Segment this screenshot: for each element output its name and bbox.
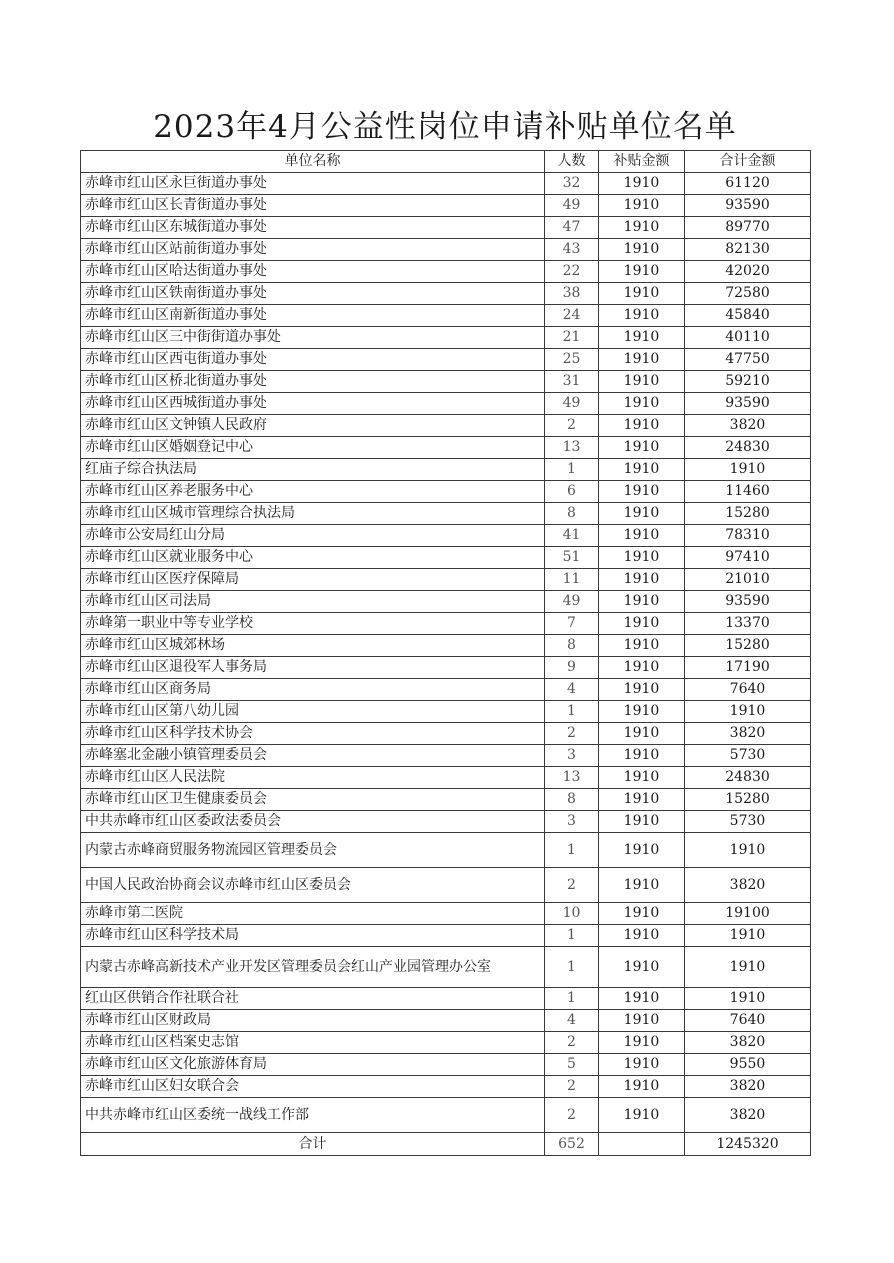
table-row xyxy=(81,547,811,569)
total-amount-cell: 93590 xyxy=(685,591,811,613)
total-amount-cell: 1910 xyxy=(685,988,811,1010)
total-amount-cell: 3820 xyxy=(685,1098,811,1133)
header-subsidy-amount: 补贴金额 xyxy=(599,151,685,173)
headcount-cell: 1 xyxy=(545,459,599,481)
subsidy-table xyxy=(80,150,811,1156)
table-body xyxy=(81,173,811,1133)
total-amount-cell: 89770 xyxy=(685,217,811,239)
subsidy-amount-cell: 1910 xyxy=(599,569,685,591)
headcount-cell: 8 xyxy=(545,503,599,525)
table-row xyxy=(81,947,811,988)
headcount-cell: 4 xyxy=(545,679,599,701)
unit-name-cell: 赤峰市红山区婚姻登记中心 xyxy=(81,437,545,459)
unit-name-cell: 赤峰市红山区文钟镇人民政府 xyxy=(81,415,545,437)
total-amount-cell: 15280 xyxy=(685,789,811,811)
table-row xyxy=(81,503,811,525)
total-amount-cell: 47750 xyxy=(685,349,811,371)
total-amount-cell: 45840 xyxy=(685,305,811,327)
total-amount-cell: 93590 xyxy=(685,393,811,415)
headcount-cell: 49 xyxy=(545,393,599,415)
table-row xyxy=(81,767,811,789)
subsidy-amount-cell: 1910 xyxy=(599,833,685,868)
headcount-cell: 2 xyxy=(545,868,599,903)
table-row xyxy=(81,217,811,239)
headcount-cell: 1 xyxy=(545,988,599,1010)
subsidy-amount-cell: 1910 xyxy=(599,868,685,903)
headcount-cell: 25 xyxy=(545,349,599,371)
headcount-cell: 47 xyxy=(545,217,599,239)
headcount-cell: 1 xyxy=(545,925,599,947)
headcount-cell: 2 xyxy=(545,723,599,745)
headcount-cell: 21 xyxy=(545,327,599,349)
headcount-cell: 8 xyxy=(545,789,599,811)
total-amount-cell: 3820 xyxy=(685,415,811,437)
total-amount-cell: 17190 xyxy=(685,657,811,679)
total-amount-cell: 59210 xyxy=(685,371,811,393)
headcount-cell: 49 xyxy=(545,195,599,217)
unit-name-cell: 赤峰市红山区档案史志馆 xyxy=(81,1032,545,1054)
unit-name-cell: 赤峰市红山区养老服务中心 xyxy=(81,481,545,503)
unit-name-cell: 赤峰市红山区卫生健康委员会 xyxy=(81,789,545,811)
total-amount-cell: 3820 xyxy=(685,723,811,745)
table-row xyxy=(81,283,811,305)
headcount-cell: 38 xyxy=(545,283,599,305)
table-row xyxy=(81,789,811,811)
subsidy-amount-cell: 1910 xyxy=(599,371,685,393)
headcount-cell: 3 xyxy=(545,745,599,767)
total-amount-cell: 7640 xyxy=(685,1010,811,1032)
headcount-cell: 13 xyxy=(545,767,599,789)
headcount-cell: 41 xyxy=(545,525,599,547)
unit-name-cell: 红山区供销合作社联合社 xyxy=(81,988,545,1010)
unit-name-cell: 赤峰市红山区文化旅游体育局 xyxy=(81,1054,545,1076)
total-amount-cell: 15280 xyxy=(685,635,811,657)
headcount-cell: 8 xyxy=(545,635,599,657)
headcount-cell: 2 xyxy=(545,1032,599,1054)
subsidy-amount-cell: 1910 xyxy=(599,745,685,767)
table-row xyxy=(81,613,811,635)
headcount-cell: 31 xyxy=(545,371,599,393)
table-row xyxy=(81,261,811,283)
total-amount-cell: 5730 xyxy=(685,811,811,833)
subsidy-amount-cell: 1910 xyxy=(599,437,685,459)
subsidy-amount-cell: 1910 xyxy=(599,173,685,195)
table-row xyxy=(81,569,811,591)
table-row xyxy=(81,239,811,261)
header-total-amount: 合计金额 xyxy=(685,151,811,173)
subsidy-amount-cell: 1910 xyxy=(599,503,685,525)
total-subsidy xyxy=(599,1133,685,1156)
headcount-cell: 43 xyxy=(545,239,599,261)
headcount-cell: 9 xyxy=(545,657,599,679)
headcount-cell: 3 xyxy=(545,811,599,833)
headcount-cell: 2 xyxy=(545,1098,599,1133)
total-amount-cell: 21010 xyxy=(685,569,811,591)
unit-name-cell: 赤峰市红山区退役军人事务局 xyxy=(81,657,545,679)
headcount-cell: 10 xyxy=(545,903,599,925)
subsidy-amount-cell: 1910 xyxy=(599,525,685,547)
unit-name-cell: 赤峰市红山区城郊林场 xyxy=(81,635,545,657)
unit-name-cell: 赤峰市红山区永巨街道办事处 xyxy=(81,173,545,195)
table-header-row xyxy=(81,151,811,173)
subsidy-amount-cell: 1910 xyxy=(599,811,685,833)
table-row xyxy=(81,415,811,437)
subsidy-amount-cell: 1910 xyxy=(599,393,685,415)
header-unit-name: 单位名称 xyxy=(81,151,545,173)
unit-name-cell: 赤峰市红山区司法局 xyxy=(81,591,545,613)
unit-name-cell: 赤峰市红山区第八幼儿园 xyxy=(81,701,545,723)
unit-name-cell: 赤峰市公安局红山分局 xyxy=(81,525,545,547)
unit-name-cell: 赤峰塞北金融小镇管理委员会 xyxy=(81,745,545,767)
unit-name-cell: 赤峰市红山区科学技术局 xyxy=(81,925,545,947)
headcount-cell: 24 xyxy=(545,305,599,327)
unit-name-cell: 赤峰市红山区城市管理综合执法局 xyxy=(81,503,545,525)
table-row xyxy=(81,195,811,217)
table-row xyxy=(81,393,811,415)
subsidy-amount-cell: 1910 xyxy=(599,349,685,371)
table-row xyxy=(81,173,811,195)
unit-name-cell: 赤峰市红山区铁南街道办事处 xyxy=(81,283,545,305)
headcount-cell: 7 xyxy=(545,613,599,635)
total-amount-cell: 3820 xyxy=(685,1076,811,1098)
unit-name-cell: 赤峰市红山区科学技术协会 xyxy=(81,723,545,745)
total-amount-cell: 97410 xyxy=(685,547,811,569)
unit-name-cell: 赤峰市红山区财政局 xyxy=(81,1010,545,1032)
unit-name-cell: 中国人民政治协商会议赤峰市红山区委员会 xyxy=(81,868,545,903)
subsidy-amount-cell: 1910 xyxy=(599,767,685,789)
table-row xyxy=(81,679,811,701)
total-amount-cell: 1910 xyxy=(685,459,811,481)
table-row xyxy=(81,305,811,327)
table-row xyxy=(81,349,811,371)
headcount-cell: 4 xyxy=(545,1010,599,1032)
headcount-cell: 1 xyxy=(545,833,599,868)
table-row xyxy=(81,481,811,503)
unit-name-cell: 赤峰市红山区东城街道办事处 xyxy=(81,217,545,239)
unit-name-cell: 赤峰市红山区桥北街道办事处 xyxy=(81,371,545,393)
subsidy-amount-cell: 1910 xyxy=(599,547,685,569)
total-amount-cell: 24830 xyxy=(685,767,811,789)
subsidy-amount-cell: 1910 xyxy=(599,459,685,481)
total-amount-cell: 15280 xyxy=(685,503,811,525)
subsidy-amount-cell: 1910 xyxy=(599,679,685,701)
total-amount-cell: 11460 xyxy=(685,481,811,503)
headcount-cell: 11 xyxy=(545,569,599,591)
headcount-cell: 13 xyxy=(545,437,599,459)
unit-name-cell: 赤峰市红山区医疗保障局 xyxy=(81,569,545,591)
total-amount-cell: 3820 xyxy=(685,1032,811,1054)
subsidy-amount-cell: 1910 xyxy=(599,1098,685,1133)
subsidy-amount-cell: 1910 xyxy=(599,613,685,635)
subsidy-amount-cell: 1910 xyxy=(599,657,685,679)
subsidy-amount-cell: 1910 xyxy=(599,195,685,217)
headcount-cell: 5 xyxy=(545,1054,599,1076)
unit-name-cell: 内蒙古赤峰高新技术产业开发区管理委员会红山产业园管理办公室 xyxy=(81,947,545,988)
headcount-cell: 2 xyxy=(545,1076,599,1098)
total-amount-cell: 78310 xyxy=(685,525,811,547)
total-amount-cell: 24830 xyxy=(685,437,811,459)
total-headcount: 652 xyxy=(545,1133,599,1156)
table-row xyxy=(81,371,811,393)
total-amount-cell: 1910 xyxy=(685,947,811,988)
table-total-row xyxy=(81,1133,811,1156)
unit-name-cell: 赤峰市红山区西城街道办事处 xyxy=(81,393,545,415)
subsidy-amount-cell: 1910 xyxy=(599,1010,685,1032)
unit-name-cell: 赤峰市红山区站前街道办事处 xyxy=(81,239,545,261)
unit-name-cell: 中共赤峰市红山区委政法委员会 xyxy=(81,811,545,833)
table-row xyxy=(81,657,811,679)
table-row xyxy=(81,723,811,745)
total-amount-cell: 1910 xyxy=(685,833,811,868)
unit-name-cell: 赤峰第一职业中等专业学校 xyxy=(81,613,545,635)
headcount-cell: 6 xyxy=(545,481,599,503)
page-title: 2023年4月公益性岗位申请补贴单位名单 xyxy=(153,109,737,145)
total-amount-cell: 93590 xyxy=(685,195,811,217)
total-amount-cell: 82130 xyxy=(685,239,811,261)
unit-name-cell: 内蒙古赤峰商贸服务物流园区管理委员会 xyxy=(81,833,545,868)
subsidy-amount-cell: 1910 xyxy=(599,481,685,503)
header-headcount: 人数 xyxy=(545,151,599,173)
unit-name-cell: 赤峰市第二医院 xyxy=(81,903,545,925)
subsidy-amount-cell: 1910 xyxy=(599,903,685,925)
table-row xyxy=(81,1032,811,1054)
unit-name-cell: 赤峰市红山区商务局 xyxy=(81,679,545,701)
total-amount-cell: 9550 xyxy=(685,1054,811,1076)
unit-name-cell: 赤峰市红山区南新街道办事处 xyxy=(81,305,545,327)
table-row xyxy=(81,745,811,767)
table-row xyxy=(81,868,811,903)
headcount-cell: 2 xyxy=(545,415,599,437)
table-row xyxy=(81,327,811,349)
total-amount-cell: 61120 xyxy=(685,173,811,195)
unit-name-cell: 赤峰市红山区长青街道办事处 xyxy=(81,195,545,217)
total-amount-cell: 1910 xyxy=(685,925,811,947)
table-row xyxy=(81,1054,811,1076)
table-row xyxy=(81,833,811,868)
unit-name-cell: 中共赤峰市红山区委统一战线工作部 xyxy=(81,1098,545,1133)
total-amount-cell: 1910 xyxy=(685,701,811,723)
subsidy-amount-cell: 1910 xyxy=(599,988,685,1010)
subsidy-amount-cell: 1910 xyxy=(599,1032,685,1054)
subsidy-amount-cell: 1910 xyxy=(599,947,685,988)
subsidy-amount-cell: 1910 xyxy=(599,925,685,947)
total-amount-cell: 5730 xyxy=(685,745,811,767)
unit-name-cell: 赤峰市红山区妇女联合会 xyxy=(81,1076,545,1098)
table-row xyxy=(81,525,811,547)
total-amount: 1245320 xyxy=(685,1133,811,1156)
table-row xyxy=(81,635,811,657)
subsidy-amount-cell: 1910 xyxy=(599,327,685,349)
subsidy-amount-cell: 1910 xyxy=(599,1054,685,1076)
total-amount-cell: 3820 xyxy=(685,868,811,903)
subsidy-amount-cell: 1910 xyxy=(599,723,685,745)
unit-name-cell: 赤峰市红山区人民法院 xyxy=(81,767,545,789)
total-amount-cell: 72580 xyxy=(685,283,811,305)
subsidy-amount-cell: 1910 xyxy=(599,261,685,283)
unit-name-cell: 赤峰市红山区就业服务中心 xyxy=(81,547,545,569)
subsidy-amount-cell: 1910 xyxy=(599,415,685,437)
subsidy-amount-cell: 1910 xyxy=(599,591,685,613)
total-amount-cell: 19100 xyxy=(685,903,811,925)
headcount-cell: 51 xyxy=(545,547,599,569)
headcount-cell: 32 xyxy=(545,173,599,195)
total-amount-cell: 7640 xyxy=(685,679,811,701)
table-row xyxy=(81,1076,811,1098)
table-row xyxy=(81,1010,811,1032)
unit-name-cell: 赤峰市红山区哈达街道办事处 xyxy=(81,261,545,283)
table-row xyxy=(81,903,811,925)
subsidy-amount-cell: 1910 xyxy=(599,701,685,723)
unit-name-cell: 赤峰市红山区西屯街道办事处 xyxy=(81,349,545,371)
table-row xyxy=(81,459,811,481)
total-label: 合计 xyxy=(81,1133,545,1156)
table-row xyxy=(81,437,811,459)
table-row xyxy=(81,811,811,833)
headcount-cell: 49 xyxy=(545,591,599,613)
table-row xyxy=(81,925,811,947)
headcount-cell: 22 xyxy=(545,261,599,283)
subsidy-amount-cell: 1910 xyxy=(599,635,685,657)
total-amount-cell: 42020 xyxy=(685,261,811,283)
subsidy-amount-cell: 1910 xyxy=(599,1076,685,1098)
table-row xyxy=(81,988,811,1010)
total-amount-cell: 13370 xyxy=(685,613,811,635)
headcount-cell: 1 xyxy=(545,947,599,988)
table-row xyxy=(81,701,811,723)
table-row xyxy=(81,591,811,613)
unit-name-cell: 红庙子综合执法局 xyxy=(81,459,545,481)
subsidy-amount-cell: 1910 xyxy=(599,283,685,305)
unit-name-cell: 赤峰市红山区三中街街道办事处 xyxy=(81,327,545,349)
table-row xyxy=(81,1098,811,1133)
subsidy-amount-cell: 1910 xyxy=(599,239,685,261)
subsidy-amount-cell: 1910 xyxy=(599,789,685,811)
headcount-cell: 1 xyxy=(545,701,599,723)
subsidy-amount-cell: 1910 xyxy=(599,305,685,327)
subsidy-amount-cell: 1910 xyxy=(599,217,685,239)
total-amount-cell: 40110 xyxy=(685,327,811,349)
